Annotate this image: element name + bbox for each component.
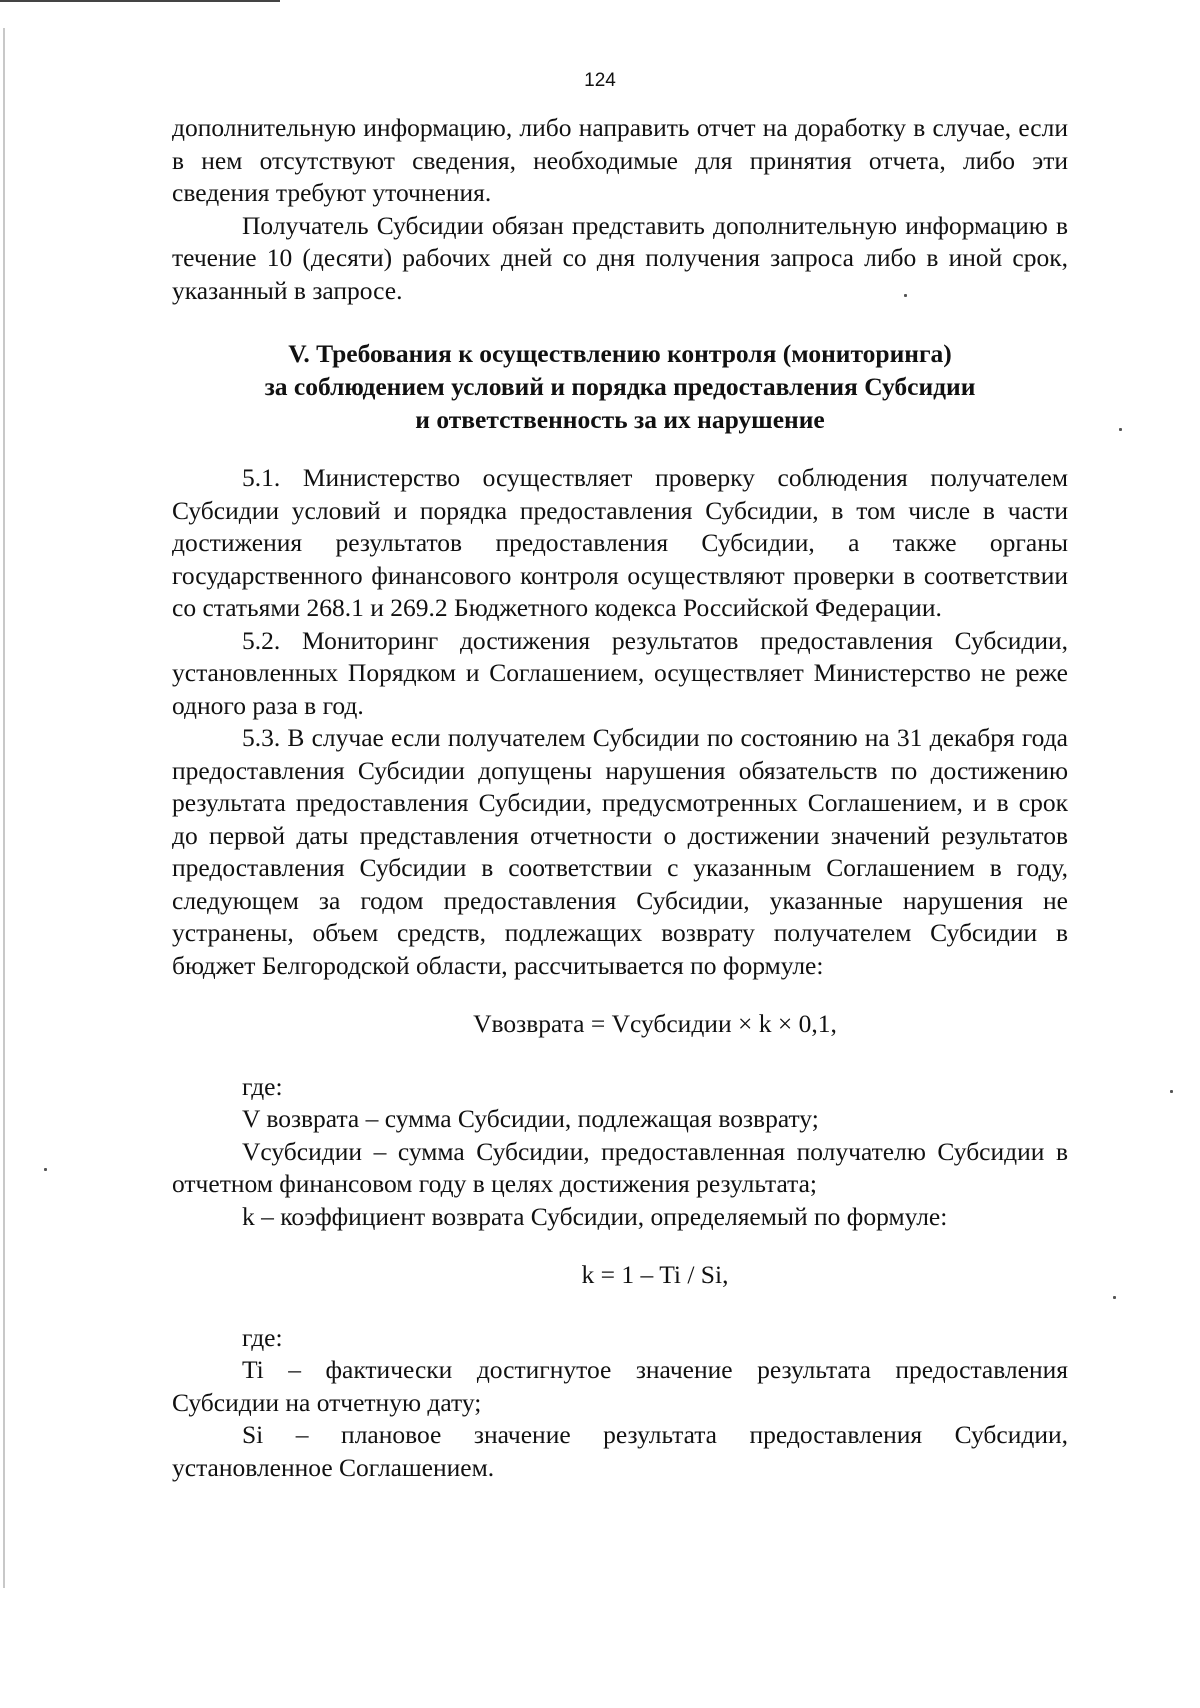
section-heading-line-3: и ответственность за их нарушение — [415, 405, 825, 434]
definition-v-subsidy: Vсубсидии – сумма Субсидии, предоставленная получателю Субсидии в отчетном финансовом году в целях достижения результата; — [172, 1136, 1068, 1198]
formula-return-amount: Vвозврата = Vсубсидии × k × 0,1, — [473, 1009, 837, 1038]
scan-speck — [1170, 1090, 1173, 1093]
scan-speck — [1119, 428, 1122, 431]
scan-top-edge — [0, 0, 280, 2]
document-body — [172, 112, 1068, 1484]
clause-5-3: 5.3. В случае если получателем Субсидии по состоянию на 31 декабря года предоставления Субсидии допущены нарушения обязательств по достижению результата предоставления Субсидии, предусмотренных Соглашением, и в срок до первой даты представления отчетности о достижении значений результатов предоставления Субсидии в соответствии с указанным Соглашением в году, следующем за годом предоставления Субсидии, указанные нарушения не устранены, объем средств, подлежащих возврату получателем Субсидии в бюджет Белгородской области, рассчитывается по формуле: — [172, 723, 1068, 980]
section-heading-line-2: за соблюдением условий и порядка предоставления Субсидии — [264, 372, 976, 401]
scan-left-edge — [3, 28, 5, 1588]
definition-si: Si – плановое значение результата предоставления Субсидии, установленное Соглашением. — [172, 1420, 1068, 1482]
clause-5-2: 5.2. Мониторинг достижения результатов предоставления Субсидии, установленных Порядком и Соглашением, осуществляет Министерство не реже одного раза в год. — [172, 625, 1068, 720]
clause-5-1: 5.1. Министерство осуществляет проверку соблюдения получателем Субсидии условий и порядка предоставления Субсидии, в том числе в части достижения результатов предоставления Субсидии, а также органы государственного финансового контроля осуществляют проверки в соответствии со статьями 268.1 и 269.2 Бюджетного кодекса Российской Федерации. — [172, 463, 1068, 622]
paragraph-obligation: Получатель Субсидии обязан представить дополнительную информацию в течение 10 (десяти) рабочих дней со дня получения запроса либо в иной срок, указанный в запросе. — [172, 210, 1068, 305]
scan-speck — [44, 1168, 47, 1171]
definition-v-return: V возврата – сумма Субсидии, подлежащая возврату; — [242, 1104, 819, 1133]
definition-k: k – коэффициент возврата Субсидии, определяемый по формуле: — [242, 1201, 948, 1231]
scan-speck — [904, 294, 907, 297]
where-label-2: где: — [242, 1322, 283, 1352]
page-number: 124 — [584, 70, 616, 91]
scan-speck — [1113, 1296, 1116, 1299]
paragraph-continuation: дополнительную информацию, либо направить отчет на доработку в случае, если в нем отсутствуют сведения, необходимые для принятия отчета, либо эти сведения требуют уточнения. — [172, 113, 1068, 207]
section-heading — [172, 337, 1068, 436]
where-label-1: где: — [242, 1071, 283, 1101]
formula-return-coefficient: k = 1 – Ti / Si, — [581, 1260, 729, 1289]
definition-ti: Ti – фактически достигнутое значение результата предоставления Субсидии на отчетную дату; — [172, 1355, 1068, 1417]
section-heading-line-1: V. Требования к осуществлению контроля (мониторинга) — [288, 339, 952, 368]
